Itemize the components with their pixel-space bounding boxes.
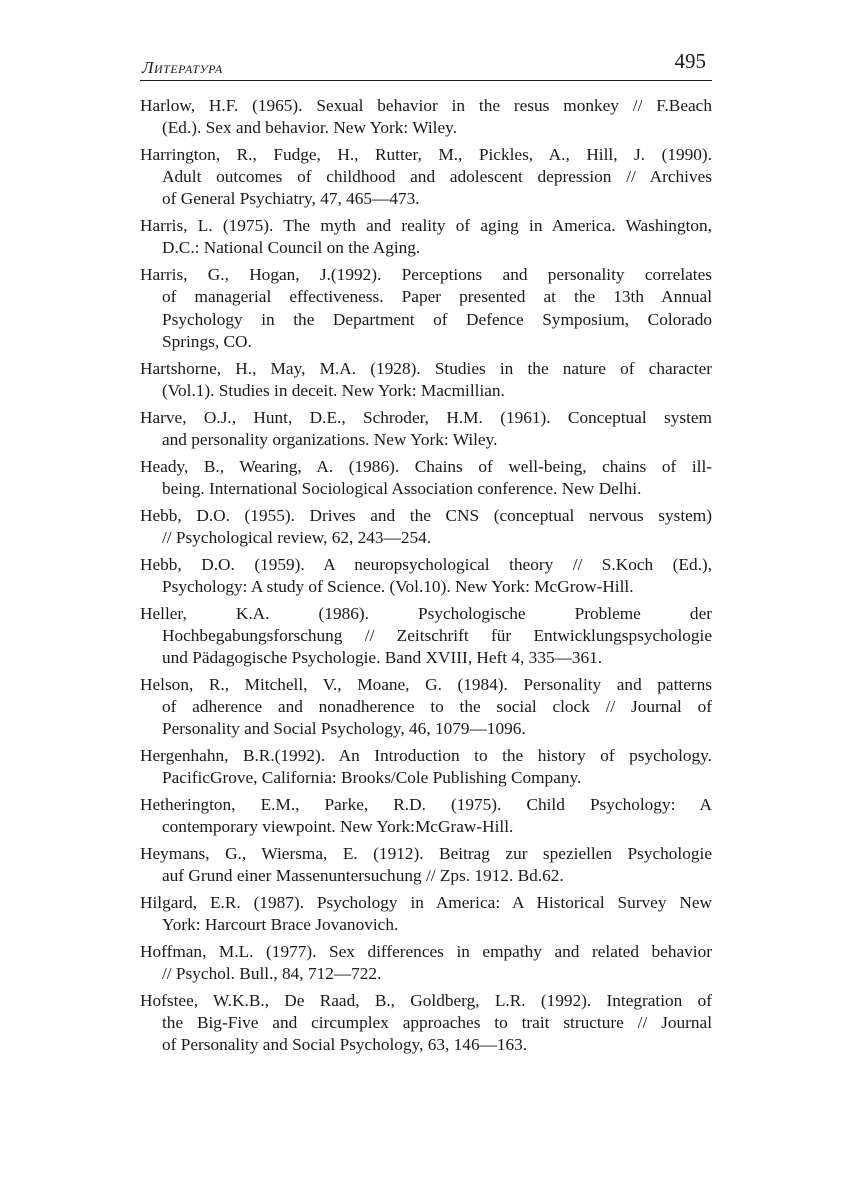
reference-entry <box>140 358 712 402</box>
reference-line: Adult outcomes of childhood and adolescent depression // Archives <box>162 167 712 187</box>
reference-line: // Psychol. Bull., 84, 712—722. <box>162 964 382 984</box>
reference-line: Hebb, D.O. (1955). Drives and the CNS (conceptual nervous system) <box>140 505 712 525</box>
reference-line: Harrington, R., Fudge, H., Rutter, M., Pickles, A., Hill, J. (1990). <box>140 145 712 164</box>
reference-entry <box>140 407 712 451</box>
reference-entry <box>140 745 712 789</box>
reference-entry <box>140 794 712 838</box>
reference-line: Hoffman, M.L. (1977). Sex differences in empathy and related behavior <box>140 942 712 962</box>
reference-line: // Psychological review, 62, 243—254. <box>162 527 432 547</box>
reference-line: PacificGrove, California: Brooks/Cole Publishing Company. <box>162 768 582 788</box>
reference-line: (Vol.1). Studies in deceit. New York: Macmillian. <box>162 380 505 400</box>
reference-line: D.C.: National Council on the Aging. <box>162 238 421 258</box>
reference-entry <box>140 990 712 1057</box>
reference-line: Psychology: A study of Science. (Vol.10). New York: McGrow-Hill. <box>162 576 634 596</box>
reference-line: Heady, B., Wearing, A. (1986). Chains of well-being, chains of ill- <box>140 456 712 476</box>
reference-entry <box>140 456 712 500</box>
reference-line: Hergenhahn, B.R.(1992). An Introduction to the history of psychology. <box>140 746 712 766</box>
reference-line: Harlow, H.F. (1965). Sexual behavior in the resus monkey // F.Beach <box>140 96 712 115</box>
reference-entry <box>140 95 712 139</box>
reference-entry <box>140 554 712 598</box>
reference-line: auf Grund einer Massenuntersuchung // Zps. 1912. Bd.62. <box>162 866 564 886</box>
reference-line: Harve, O.J., Hunt, D.E., Schroder, H.M. (1961). Conceptual system <box>140 407 712 427</box>
reference-entry <box>140 505 712 549</box>
reference-entry <box>140 144 712 211</box>
reference-entry <box>140 215 712 259</box>
reference-entry <box>140 264 712 353</box>
reference-line: contemporary viewpoint. New York:McGraw-Hill. <box>162 817 514 837</box>
reference-line: Springs, CO. <box>162 331 252 351</box>
reference-entry <box>140 603 712 670</box>
reference-line: Hebb, D.O. (1959). A neuropsychological theory // S.Koch (Ed.), <box>140 554 712 574</box>
reference-line: of managerial effectiveness. Paper presented at the 13th Annual <box>162 287 712 307</box>
reference-list <box>140 95 712 1061</box>
reference-line: the Big-Five and circumplex approaches to trait structure // Journal <box>162 1013 712 1033</box>
reference-line: Heller, K.A. (1986). Psychologische Probleme der <box>140 603 712 623</box>
reference-line: Hetherington, E.M., Parke, R.D. (1975). Child Psychology: A <box>140 795 712 815</box>
page-number: 495 <box>674 49 706 73</box>
reference-line: Hochbegabungsforschung // Zeitschrift für Entwicklungspsychologie <box>162 625 712 645</box>
reference-line: Psychology in the Department of Defence Symposium, Colorado <box>162 309 712 329</box>
reference-line: Heymans, G., Wiersma, E. (1912). Beitrag zur speziellen Psychologie <box>140 844 712 864</box>
running-title: Литература <box>142 58 223 77</box>
reference-entry <box>140 892 712 936</box>
reference-line: Helson, R., Mitchell, V., Moane, G. (1984). Personality and patterns <box>140 674 712 694</box>
reference-line: of Personality and Social Psychology, 63, 146—163. <box>162 1035 528 1055</box>
reference-line: and personality organizations. New York: Wiley. <box>162 429 498 449</box>
reference-line: of adherence and nonadherence to the social clock // Journal of <box>162 697 712 717</box>
reference-line: being. International Sociological Association conference. New Delhi. <box>162 478 642 498</box>
reference-line: Hartshorne, H., May, M.A. (1928). Studies in the nature of character <box>140 358 712 378</box>
reference-line: Personality and Social Psychology, 46, 1079—1096. <box>162 719 526 739</box>
reference-line: Hilgard, E.R. (1987). Psychology in America: A Historical Survey New <box>140 893 712 913</box>
reference-line: York: Harcourt Brace Jovanovich. <box>162 915 399 935</box>
reference-line: und Pädagogische Psychologie. Band XVIII, Heft 4, 335—361. <box>162 648 603 668</box>
reference-line: (Ed.). Sex and behavior. New York: Wiley. <box>162 118 457 138</box>
reference-entry <box>140 674 712 741</box>
reference-line: of General Psychiatry, 47, 465—473. <box>162 189 420 209</box>
reference-line: Hofstee, W.K.B., De Raad, B., Goldberg, L.R. (1992). Integration of <box>140 991 712 1011</box>
page-header <box>140 50 712 81</box>
reference-line: Harris, G., Hogan, J.(1992). Perceptions and personality correlates <box>140 265 712 285</box>
reference-entry <box>140 843 712 887</box>
reference-line: Harris, L. (1975). The myth and reality of aging in America. Washington, <box>140 216 712 236</box>
reference-entry <box>140 941 712 985</box>
